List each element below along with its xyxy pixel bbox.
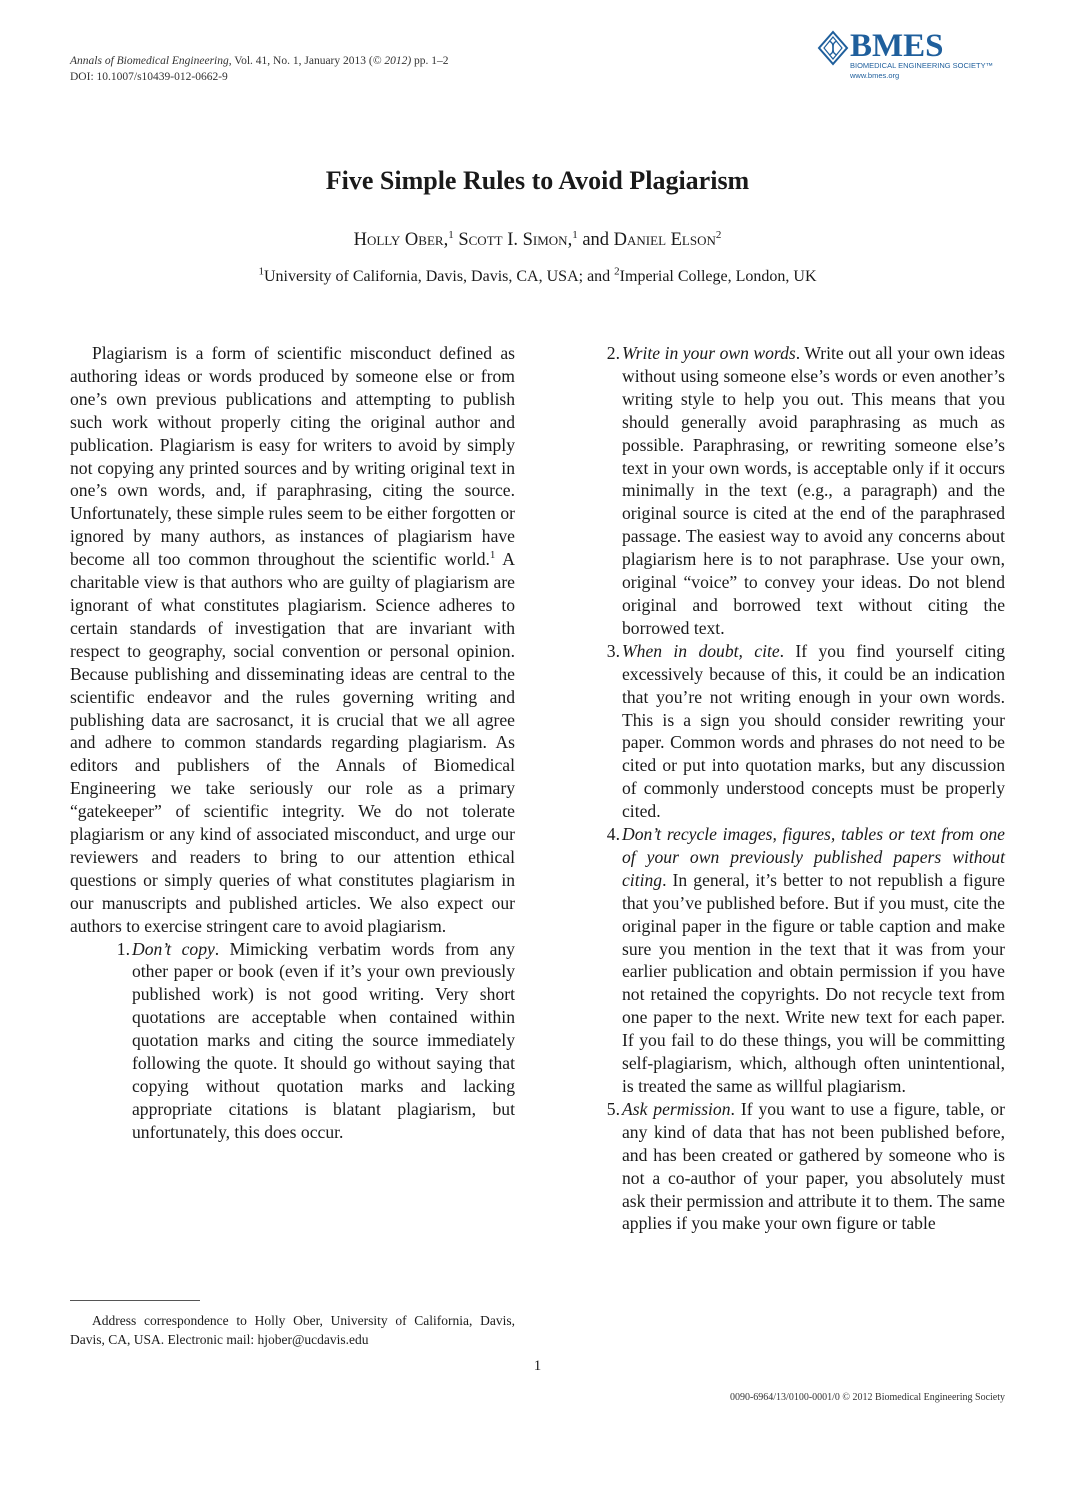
correspondence-footnote: Address correspondence to Holly Ober, University of California, Davis, Davis, CA, USA. Electronic mail: hjober@ucdavis.edu [70, 1313, 515, 1347]
affil-text: Imperial College, London, UK [619, 268, 817, 285]
rule-number: 2. [606, 343, 620, 363]
rule-heading: When in doubt, cite [622, 640, 780, 661]
intro-text: A charitable view is that authors who are guilty of plagiarism are ignorant of what constitutes plagiarism. Science adheres to certain standards of investigation that are invariant with respect to geography, social convention or personal opinion. Because publishing and disseminating ideas are central to the scientific endeavor and the rules governing writing and publishing data are sacrosanct, it is crucial that we all agree and adhere to common standards regarding plagiarism. As editors and publishers of the Annals of Biomedical Engineering we take seriously our role as a primary “gatekeeper” of scientific integrity. We do not tolerate plagiarism or any kind of associated misconduct, and urge our reviewers and readers to bring to our attention ethical questions or simply queries of what constitutes plagiarism in our manuscripts and published articles. We also expect our authors to exercise stringent care to avoid plagiarism. [70, 549, 516, 936]
paper-title: Five Simple Rules to Avoid Plagiarism [325, 166, 750, 195]
author-name: Holly Ober, [353, 230, 449, 250]
logo-subtitle: BIOMEDICAL ENGINEERING SOCIETY™ [850, 61, 994, 70]
rule-number: 5. [606, 1098, 620, 1119]
rule-heading: Don’t copy [132, 938, 215, 959]
rule-item [600, 342, 1005, 640]
footnote-divider [70, 1300, 200, 1301]
rule-heading: Don’t recycle images, figures, tables or text from one of your own previously published papers without citing [622, 824, 1005, 890]
intro-text: Plagiarism is a form of scientific misconduct defined as authoring ideas or words produced by someone else or from one’s own previous publications and attempting to publish such work without properly citing the original author and publication. Plagiarism is easy for writers to avoid by simply not copying any printed sources and by writing original text in one’s own words, and, if paraphrasing, citing the source. Unfortunately, these simple rules seem to be either forgotten or ignored by many authors, as instances of plagiarism have become all too common throughout the scientific world. [70, 343, 515, 570]
rule-text: . In general, it’s better to not republish a figure that you’ve published before. But if you must, cite the original paper in the figure or table caption and make sure you mention in the text that it was from your earlier publication and obtain permission if you have not retained the copyrights. Do not recycle text from one paper to the next. Write new text for each paper. If you fail to do these things, you will be committing self-plagiarism, which, although often unintentional, is treated the same as willful plagiarism. [622, 869, 1005, 1096]
rule-heading: Write in your own words [622, 343, 796, 363]
author-affil-sup: 1 [448, 228, 454, 241]
author-name: Scott I. Simon, [458, 230, 573, 250]
author-conjunction: and [582, 230, 610, 250]
rule-number: 3. [606, 640, 620, 661]
rule-text: . If you want to use a figure, table, or any kind of data that has not been published before, and has been created or gathered by someone who is not a co-author of your paper, you absolutely must ask their permission and attribute it to them. The same applies if you make your own figure or table [622, 1098, 1005, 1234]
author-list [0, 230, 1075, 251]
author-affil-sup: 2 [715, 228, 722, 241]
rule-number: 1. [116, 938, 130, 959]
bmes-diamond-icon [817, 30, 849, 66]
rule-text: . Write out all your own ideas without using someone else’s words or even another’s writing style to help you out. This means that you should generally avoid paraphrasing as much as possible. Paraphrasing, or rewriting someone else’s text in your own words, is acceptable only if it occurs minimally in the text (e.g., a paragraph) and the original source is cited at the end of the paraphrased passage. The easiest way to avoid any concerns about plagiarism here is to not paraphrase. Use your own, original “voice” to convey your ideas. Do not blend original and borrowed text without citing the borrowed text. [622, 343, 1006, 638]
affiliations [0, 265, 1075, 286]
rule-item [600, 823, 1005, 1098]
logo-url: www.bmes.org [850, 71, 900, 80]
doi: DOI: 10.1007/s10439-012-0662-9 [70, 71, 228, 83]
volume-info: , Vol. 41, No. 1, January 2013 ( [228, 55, 373, 67]
journal-name: Annals of Biomedical Engineering [70, 55, 229, 67]
rule-heading: Ask permission [622, 1098, 731, 1119]
author-affil-sup: 1 [572, 228, 578, 241]
left-column [70, 342, 515, 1144]
rule-item [110, 938, 515, 1144]
copyright-line: 0090-6964/13/0100-0001/0 © 2012 Biomedical Engineering Society [729, 1392, 1005, 1403]
rule-number: 4. [606, 824, 620, 845]
rule-item [600, 1098, 1005, 1235]
rule-text: . If you find yourself citing excessively because of this, it could be an indication that you’re not writing enough in your own words. This is a sign you should consider rewriting your paper. Common words and phrases do not need to be cited or put into quotation marks, but any discussion of commonly understood concepts must be properly cited. [622, 640, 1005, 822]
journal-header [70, 53, 449, 85]
citation-sup: 1 [489, 549, 496, 562]
logo-name: BMES [850, 28, 944, 64]
author-name: Daniel Elson [613, 230, 716, 250]
rule-text: . Mimicking verbatim words from any other paper or book (even if it’s your own previously published work) is not good writing. Very short quotations are acceptable when contained within quotation marks and citing the source immediately following the quote. It should go without saying that copying without quotation marks and lacking appropriate citations is blatant plagiarism, but unfortunately, this does occur. [132, 938, 515, 1142]
affil-sup: 1 [258, 265, 264, 278]
affil-text: University of California, Davis, Davis, CA, USA; and [263, 268, 615, 285]
page-number: 1 [533, 1358, 542, 1374]
bmes-logo [817, 28, 1007, 88]
right-column [600, 342, 1005, 1235]
affil-sup: 2 [614, 265, 620, 278]
page-range: pp. 1–2 [411, 55, 449, 67]
intro-paragraph [70, 342, 515, 938]
copyright-year: © 2012) [372, 55, 412, 67]
rule-item [600, 640, 1005, 823]
